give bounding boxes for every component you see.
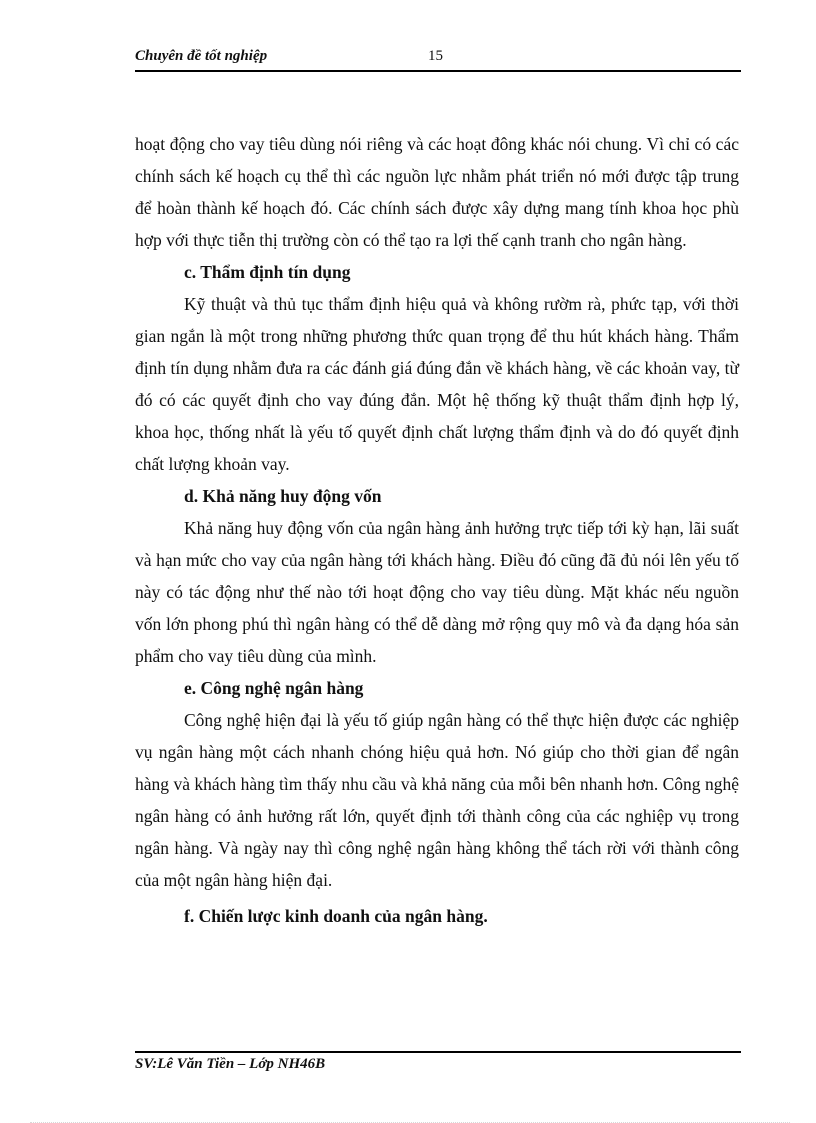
intro-paragraph: hoạt động cho vay tiêu dùng nói riêng và các hoạt đông khác nói chung. Vì chỉ có các chính sách kế hoạch cụ thể thì các nguồn lực nhằm phát triển nó mới được tập trung để hoàn thành kế hoạch đó. Các chính sách được xây dựng mang tính khoa học phù hợp với thực tiễn thị trường còn có thể tạo ra lợi thế cạnh tranh cho ngân hàng. [135,134,739,250]
page-header [135,46,740,70]
section-d-heading: d. Khả năng huy động vốn [184,486,382,506]
footer-rule [135,1051,741,1053]
section-c-paragraph: Kỹ thuật và thủ tục thẩm định hiệu quả và không rườm rà, phức tạp, với thời gian ngắn là một trong những phương thức quan trọng để thu hút khách hàng. Thẩm định tín dụng nhằm đưa ra các đánh giá đúng đắn về khách hàng, về các khoản vay, từ đó có các quyết định cho vay đúng đắn. Một hệ thống kỹ thuật thẩm định hợp lý, khoa học, thống nhất là yếu tố quyết định chất lượng thẩm định và do đó quyết định chất lượng khoản vay. [135,294,739,474]
page-body [135,128,739,932]
section-c-heading: c. Thẩm định tín dụng [184,262,351,282]
section-d-paragraph: Khả năng huy động vốn của ngân hàng ảnh hưởng trực tiếp tới kỳ hạn, lãi suất và hạn mức cho vay của ngân hàng tới khách hàng. Điều đó cũng đã đủ nói lên yếu tố này có tác động như thế nào tới hoạt động cho vay tiêu dùng. Mặt khác nếu nguồn vốn lớn phong phú thì ngân hàng có thể dễ dàng mở rộng quy mô và đa dạng hóa sản phẩm cho vay tiêu dùng của mình. [135,518,739,666]
section-e-heading: e. Công nghệ ngân hàng [184,678,364,698]
page-footer: SV:Lê Văn Tiền – Lớp NH46B [135,1056,326,1072]
document-title: Chuyên đề tốt nghiệp [135,48,268,64]
page-number: 15 [428,48,443,64]
section-e-paragraph: Công nghệ hiện đại là yếu tố giúp ngân hàng có thể thực hiện được các nghiệp vụ ngân hàng một cách nhanh chóng hiệu quả hơn. Nó giúp cho thời gian để ngân hàng và khách hàng tìm thấy nhu cầu và khả năng của mỗi bên nhanh hơn. Công nghệ ngân hàng có ảnh hưởng rất lớn, quyết định tới thành công của các nghiệp vụ trong ngân hàng. Và ngày nay thì công nghệ ngân hàng không thể tách rời với thành công của một ngân hàng hiện đại. [135,710,739,890]
section-f-heading: f. Chiến lược kinh doanh của ngân hàng. [184,906,488,926]
header-rule [135,70,741,72]
